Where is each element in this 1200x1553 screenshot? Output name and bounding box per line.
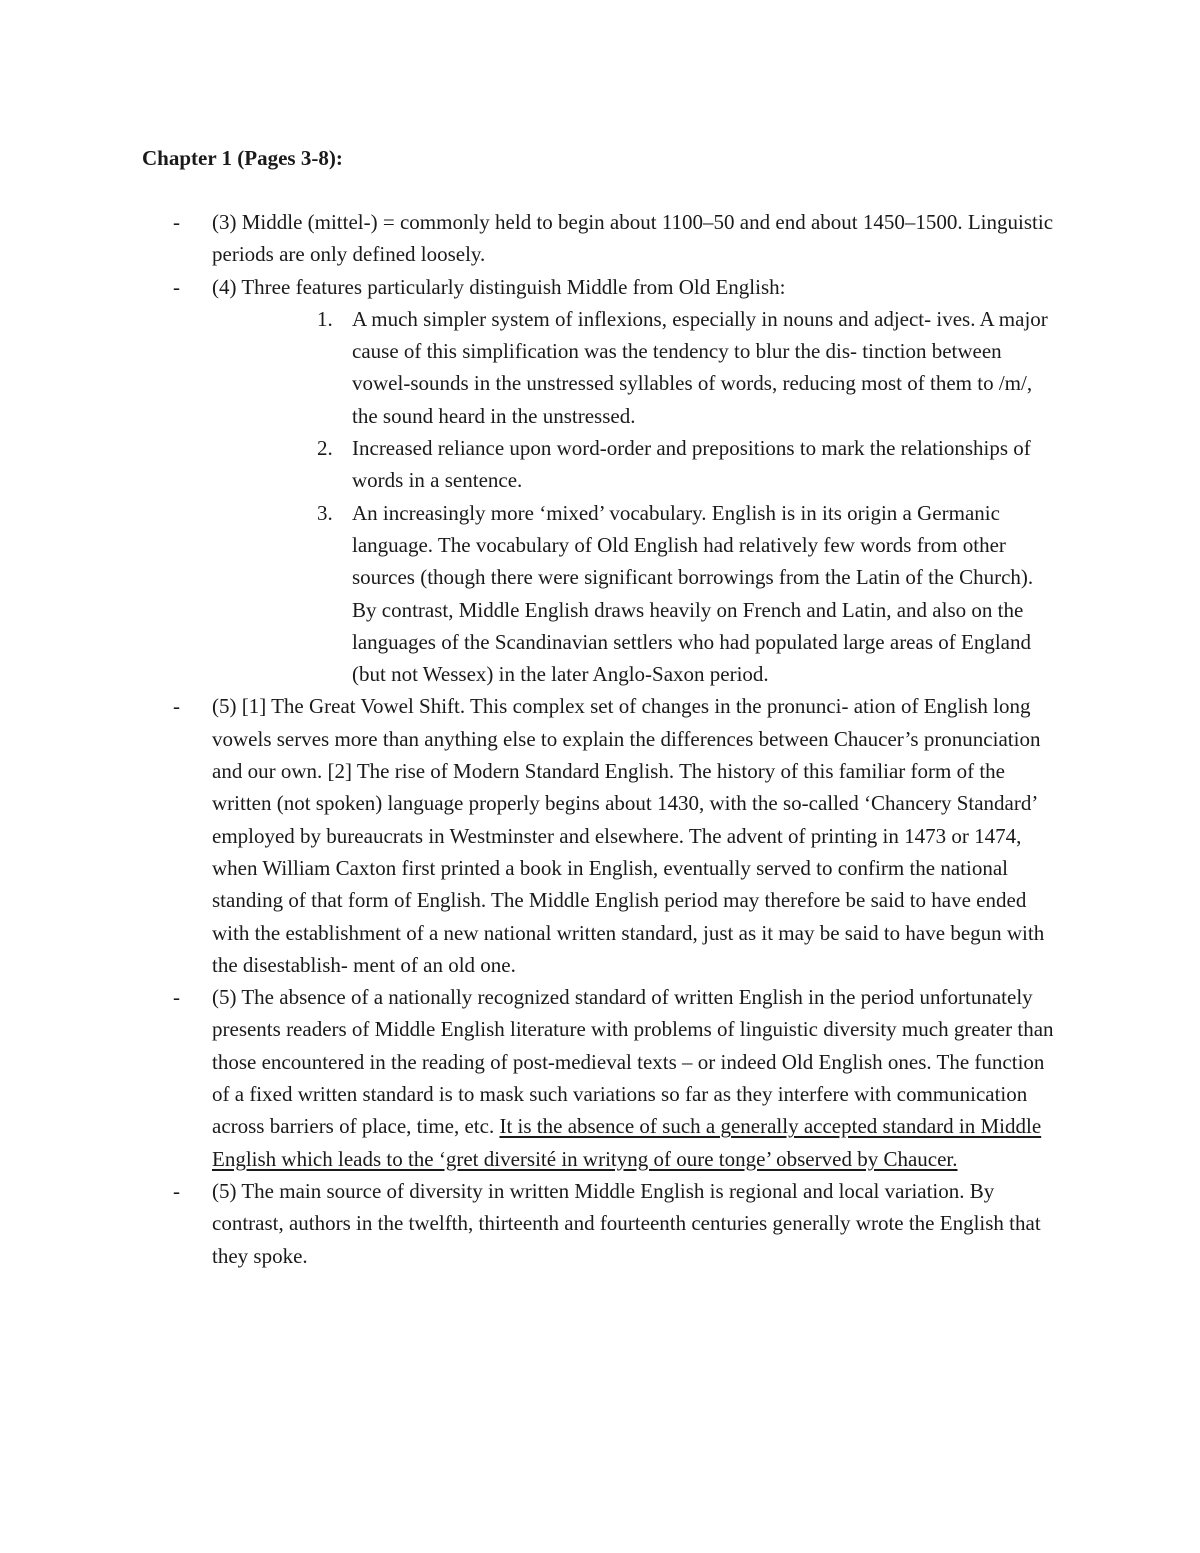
note-item-2 <box>0 271 1062 691</box>
feature-text: An increasingly more ‘mixed’ vocabulary. English is in its origin a Germanic language. The vocabulary of Old English had relatively few words from other sources (though there were significant borrowings from the Latin of the Church). By contrast, Middle English draws heavily on French and Latin, and also on the languages of the Scandinavian settlers who had populated large areas of England (but not Wessex) in the later Anglo-Saxon period. <box>352 500 1034 687</box>
bullet-dash: - <box>173 274 180 299</box>
feature-number: 3. <box>317 500 333 525</box>
note-text: (4) Three features particularly distinguish Middle from Old English: <box>212 274 786 299</box>
note-item-4 <box>0 981 1062 1175</box>
bullet-dash: - <box>173 694 180 719</box>
feature-number: 1. <box>317 306 333 331</box>
feature-text: Increased reliance upon word-order and prepositions to mark the relationships of words in a sentence. <box>352 436 1031 493</box>
feature-text: A much simpler system of inflexions, especially in nouns and adject- ives. A major cause of this simplification was the tendency to blur the dis- tinction between vowel-sounds in the unstressed syllables of words, reducing most of them to /m/, the sound heard in the unstressed. <box>352 306 1048 428</box>
feature-item-2 <box>212 432 1052 497</box>
bullet-dash: - <box>173 210 180 234</box>
note-item-5 <box>0 1175 1062 1272</box>
features-list <box>212 303 1062 691</box>
note-text: (5) [1] The Great Vowel Shift. This complex set of changes in the pronunci- ation of English long vowels serves more than anything else to explain the differences between Chaucer’s pronunciation and our own. [2] The rise of Modern Standard English. The history of this familiar form of the written (not spoken) language properly begins about 1430, with the so-called ‘Chancery Standard’ employed by bureaucrats in Westminster and elsewhere. The advent of printing in 1473 or 1474, when William Caxton first printed a book in English, eventually served to confirm the national standing of that form of English. The Middle English period may therefore be said to have ended with the establishment of a new national written standard, just as it may be said to have begun with the disestablish- ment of an old one. <box>212 694 1045 977</box>
underlined-quote: It is the absence of such a generally accepted standard in Middle English which leads to the ‘gret diversité in writyng of oure tonge’ observed by Chaucer. <box>212 1114 1042 1171</box>
chapter-heading: Chapter 1 (Pages 3-8): <box>142 146 343 170</box>
feature-item-3 <box>212 497 1052 691</box>
feature-number: 2. <box>317 436 333 461</box>
note-item-1 <box>0 206 1062 271</box>
notes-list <box>0 206 1200 1272</box>
note-text: (3) Middle (mittel-) = commonly held to begin about 1100–50 and end about 1450–1500. Linguistic periods are only defined loosely. <box>212 210 1054 267</box>
feature-item-1 <box>212 303 1052 432</box>
bullet-dash: - <box>173 1178 180 1203</box>
note-text: (5) The absence of a nationally recognized standard of written English in the period unfortunately presents readers of Middle English literature with problems of linguistic diversity much greater than those encountered in the reading of post-medieval texts – or indeed Old English ones. The function of a fixed written standard is to mask such variations so far as they interfere with communication across barriers of place, time, etc. <box>212 985 1054 1139</box>
note-item-3 <box>0 690 1062 981</box>
bullet-dash: - <box>173 985 180 1010</box>
note-text: (5) The main source of diversity in written Middle English is regional and local variation. By contrast, authors in the twelfth, thirteenth and fourteenth centuries generally wrote the English that they spoke. <box>212 1178 1041 1268</box>
